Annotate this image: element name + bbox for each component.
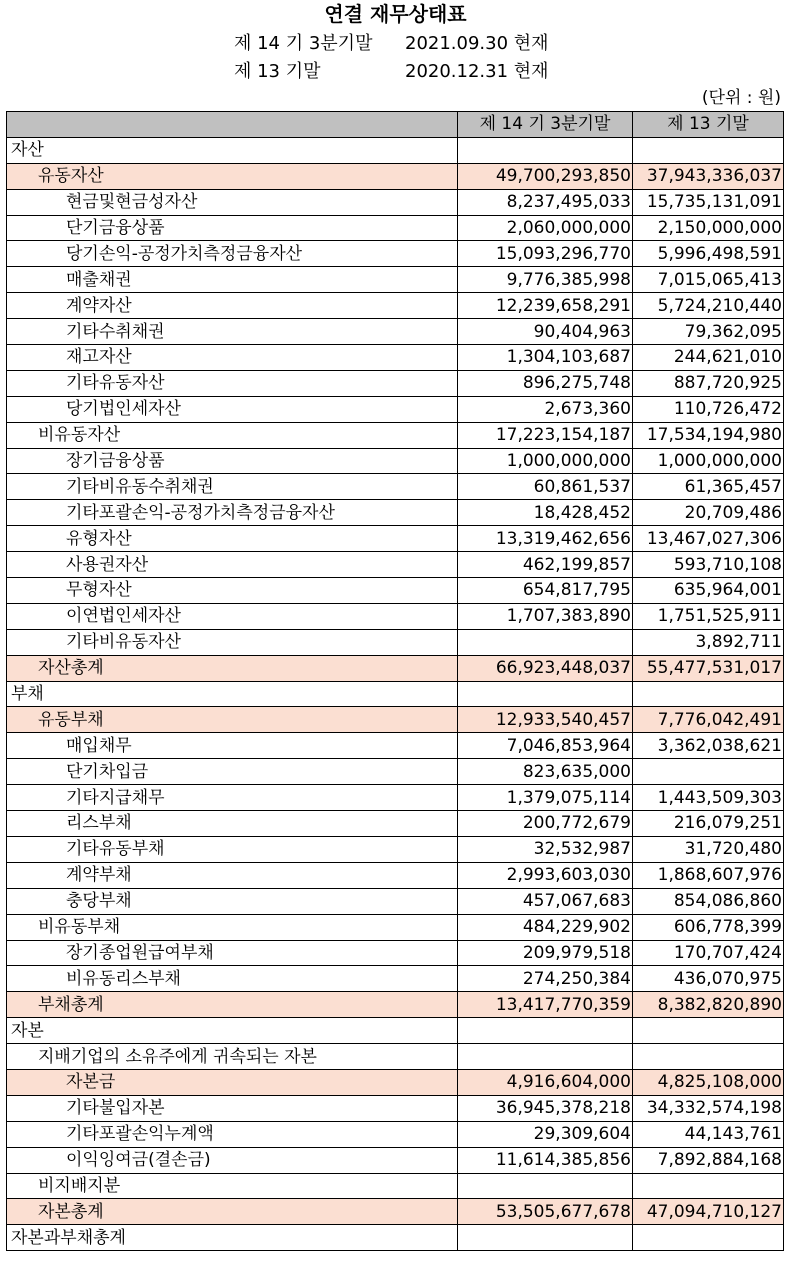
- prior-period-value: [633, 137, 784, 163]
- current-period-value: 1,000,000,000: [458, 448, 633, 474]
- period-current-date: 2021.09.30 현재: [405, 33, 549, 54]
- prior-period-value: 854,086,860: [633, 888, 784, 914]
- current-period-value: 457,067,683: [458, 888, 633, 914]
- current-period-value: 60,861,537: [458, 474, 633, 500]
- header-current-period: 제 14 기 3분기말: [458, 112, 633, 138]
- account-label: 기타불입자본: [7, 1095, 458, 1121]
- current-period-value: [458, 1225, 633, 1251]
- table-row: [7, 603, 784, 629]
- account-label: 유형자산: [7, 526, 458, 552]
- account-label: 기타비유동자산: [7, 629, 458, 655]
- account-label: 비유동리스부채: [7, 966, 458, 992]
- account-label: 기타유동자산: [7, 370, 458, 396]
- table-header-row: [7, 112, 784, 138]
- table-row: [7, 241, 784, 267]
- balance-sheet-table: [6, 111, 784, 1251]
- current-period-value: [458, 1044, 633, 1070]
- account-label: 단기차입금: [7, 759, 458, 785]
- current-period-value: 274,250,384: [458, 966, 633, 992]
- prior-period-value: 15,735,131,091: [633, 189, 784, 215]
- prior-period-value: 2,150,000,000: [633, 215, 784, 241]
- header-account: [7, 112, 458, 138]
- account-label: 비지배지분: [7, 1173, 458, 1199]
- account-label: 기타지급채무: [7, 785, 458, 811]
- table-row: [7, 914, 784, 940]
- prior-period-value: 55,477,531,017: [633, 655, 784, 681]
- current-period-value: 17,223,154,187: [458, 422, 633, 448]
- account-label: 기타포괄손익-공정가치측정금융자산: [7, 500, 458, 526]
- account-label: 계약자산: [7, 293, 458, 319]
- table-row: [7, 267, 784, 293]
- current-period-value: 896,275,748: [458, 370, 633, 396]
- account-label: 이익잉여금(결손금): [7, 1147, 458, 1173]
- current-period-value: 12,933,540,457: [458, 707, 633, 733]
- table-row: [7, 992, 784, 1018]
- prior-period-value: [633, 1044, 784, 1070]
- account-label: 현금및현금성자산: [7, 189, 458, 215]
- prior-period-value: [633, 1225, 784, 1251]
- prior-period-value: 170,707,424: [633, 940, 784, 966]
- table-row: [7, 293, 784, 319]
- table-row: [7, 940, 784, 966]
- current-period-value: 13,319,462,656: [458, 526, 633, 552]
- account-label: 당기법인세자산: [7, 396, 458, 422]
- table-row: [7, 422, 784, 448]
- table-row: [7, 1199, 784, 1225]
- current-period-value: 29,309,604: [458, 1121, 633, 1147]
- current-period-value: 2,060,000,000: [458, 215, 633, 241]
- table-row: [7, 836, 784, 862]
- account-label: 비유동자산: [7, 422, 458, 448]
- prior-period-value: 7,776,042,491: [633, 707, 784, 733]
- current-period-value: 484,229,902: [458, 914, 633, 940]
- account-label: 부채총계: [7, 992, 458, 1018]
- account-label: 리스부채: [7, 811, 458, 837]
- prior-period-value: 3,892,711: [633, 629, 784, 655]
- prior-period-value: 37,943,336,037: [633, 163, 784, 189]
- current-period-value: 7,046,853,964: [458, 733, 633, 759]
- account-label: 자산: [7, 137, 458, 163]
- current-period-value: 66,923,448,037: [458, 655, 633, 681]
- prior-period-value: 7,015,065,413: [633, 267, 784, 293]
- table-row: [7, 966, 784, 992]
- header-prior-period: 제 13 기말: [633, 112, 784, 138]
- current-period-value: 12,239,658,291: [458, 293, 633, 319]
- current-period-value: [458, 681, 633, 707]
- table-row: [7, 1225, 784, 1251]
- table-row: [7, 707, 784, 733]
- account-label: 비유동부채: [7, 914, 458, 940]
- prior-period-value: 606,778,399: [633, 914, 784, 940]
- account-label: 기타포괄손익누계액: [7, 1121, 458, 1147]
- prior-period-value: 20,709,486: [633, 500, 784, 526]
- account-label: 장기금융상품: [7, 448, 458, 474]
- current-period-value: 2,993,603,030: [458, 862, 633, 888]
- table-row: [7, 759, 784, 785]
- statement-title: 연결 재무상태표: [324, 2, 467, 26]
- account-label: 자산총계: [7, 655, 458, 681]
- table-row: [7, 733, 784, 759]
- table-row: [7, 1018, 784, 1044]
- account-label: 계약부채: [7, 862, 458, 888]
- prior-period-value: 47,094,710,127: [633, 1199, 784, 1225]
- current-period-value: [458, 1018, 633, 1044]
- current-period-value: 4,916,604,000: [458, 1069, 633, 1095]
- table-row: [7, 655, 784, 681]
- prior-period-value: 34,332,574,198: [633, 1095, 784, 1121]
- current-period-value: 49,700,293,850: [458, 163, 633, 189]
- account-label: 재고자산: [7, 345, 458, 371]
- current-period-value: 1,379,075,114: [458, 785, 633, 811]
- prior-period-value: [633, 681, 784, 707]
- current-period-value: [458, 137, 633, 163]
- current-period-value: 90,404,963: [458, 319, 633, 345]
- table-row: [7, 1095, 784, 1121]
- current-period-value: 9,776,385,998: [458, 267, 633, 293]
- prior-period-value: 887,720,925: [633, 370, 784, 396]
- prior-period-value: 635,964,001: [633, 578, 784, 604]
- current-period-value: 15,093,296,770: [458, 241, 633, 267]
- table-row: [7, 1121, 784, 1147]
- prior-period-value: 1,751,525,911: [633, 603, 784, 629]
- table-row: [7, 526, 784, 552]
- table-row: [7, 345, 784, 371]
- table-row: [7, 1147, 784, 1173]
- current-period-value: 18,428,452: [458, 500, 633, 526]
- prior-period-value: [633, 1173, 784, 1199]
- current-period-value: [458, 629, 633, 655]
- prior-period-value: 436,070,975: [633, 966, 784, 992]
- prior-period-value: 79,362,095: [633, 319, 784, 345]
- table-row: [7, 862, 784, 888]
- table-row: [7, 189, 784, 215]
- prior-period-value: 44,143,761: [633, 1121, 784, 1147]
- prior-period-value: 1,868,607,976: [633, 862, 784, 888]
- prior-period-value: 8,382,820,890: [633, 992, 784, 1018]
- account-label: 이연법인세자산: [7, 603, 458, 629]
- account-label: 자본총계: [7, 1199, 458, 1225]
- table-body: [7, 137, 784, 1250]
- table-row: [7, 681, 784, 707]
- table-row: [7, 396, 784, 422]
- prior-period-value: 593,710,108: [633, 552, 784, 578]
- current-period-value: 462,199,857: [458, 552, 633, 578]
- table-row: [7, 578, 784, 604]
- account-label: 매출채권: [7, 267, 458, 293]
- current-period-value: 8,237,495,033: [458, 189, 633, 215]
- period-prior-date: 2020.12.31 현재: [405, 61, 549, 82]
- current-period-value: 2,673,360: [458, 396, 633, 422]
- current-period-value: 654,817,795: [458, 578, 633, 604]
- table-row: [7, 1173, 784, 1199]
- account-label: 자본: [7, 1018, 458, 1044]
- prior-period-value: 13,467,027,306: [633, 526, 784, 552]
- account-label: 자본과부채총계: [7, 1225, 458, 1251]
- account-label: 당기손익-공정가치측정금융자산: [7, 241, 458, 267]
- prior-period-value: 5,996,498,591: [633, 241, 784, 267]
- table-row: [7, 552, 784, 578]
- table-row: [7, 370, 784, 396]
- table-row: [7, 137, 784, 163]
- account-label: 단기금융상품: [7, 215, 458, 241]
- account-label: 무형자산: [7, 578, 458, 604]
- account-label: 지배기업의 소유주에게 귀속되는 자본: [7, 1044, 458, 1070]
- period-prior-label: 제 13 기말: [234, 61, 321, 82]
- period-current-label: 제 14 기 3분기말: [234, 33, 373, 54]
- prior-period-value: 5,724,210,440: [633, 293, 784, 319]
- prior-period-value: 3,362,038,621: [633, 733, 784, 759]
- prior-period-value: 1,000,000,000: [633, 448, 784, 474]
- table-row: [7, 1069, 784, 1095]
- table-row: [7, 785, 784, 811]
- current-period-value: 823,635,000: [458, 759, 633, 785]
- table-row: [7, 163, 784, 189]
- prior-period-value: 7,892,884,168: [633, 1147, 784, 1173]
- table-row: [7, 811, 784, 837]
- prior-period-value: 31,720,480: [633, 836, 784, 862]
- prior-period-value: 17,534,194,980: [633, 422, 784, 448]
- prior-period-value: 244,621,010: [633, 345, 784, 371]
- current-period-value: 209,979,518: [458, 940, 633, 966]
- current-period-value: 13,417,770,359: [458, 992, 633, 1018]
- account-label: 매입채무: [7, 733, 458, 759]
- current-period-value: 53,505,677,678: [458, 1199, 633, 1225]
- prior-period-value: [633, 759, 784, 785]
- account-label: 기타수취채권: [7, 319, 458, 345]
- account-label: 장기종업원급여부채: [7, 940, 458, 966]
- current-period-value: 11,614,385,856: [458, 1147, 633, 1173]
- account-label: 부채: [7, 681, 458, 707]
- current-period-value: 1,707,383,890: [458, 603, 633, 629]
- prior-period-value: 1,443,509,303: [633, 785, 784, 811]
- account-label: 유동부채: [7, 707, 458, 733]
- table-row: [7, 215, 784, 241]
- account-label: 사용권자산: [7, 552, 458, 578]
- table-row: [7, 1044, 784, 1070]
- table-row: [7, 888, 784, 914]
- prior-period-value: 110,726,472: [633, 396, 784, 422]
- account-label: 충당부채: [7, 888, 458, 914]
- current-period-value: 200,772,679: [458, 811, 633, 837]
- current-period-value: 36,945,378,218: [458, 1095, 633, 1121]
- prior-period-value: 4,825,108,000: [633, 1069, 784, 1095]
- account-label: 기타비유동수취채권: [7, 474, 458, 500]
- current-period-value: 1,304,103,687: [458, 345, 633, 371]
- current-period-value: [458, 1173, 633, 1199]
- prior-period-value: [633, 1018, 784, 1044]
- prior-period-value: 61,365,457: [633, 474, 784, 500]
- account-label: 자본금: [7, 1069, 458, 1095]
- prior-period-value: 216,079,251: [633, 811, 784, 837]
- table-row: [7, 319, 784, 345]
- table-row: [7, 448, 784, 474]
- table-row: [7, 629, 784, 655]
- current-period-value: 32,532,987: [458, 836, 633, 862]
- unit-label: (단위 : 원): [701, 88, 781, 108]
- account-label: 기타유동부채: [7, 836, 458, 862]
- account-label: 유동자산: [7, 163, 458, 189]
- table-row: [7, 500, 784, 526]
- table-row: [7, 474, 784, 500]
